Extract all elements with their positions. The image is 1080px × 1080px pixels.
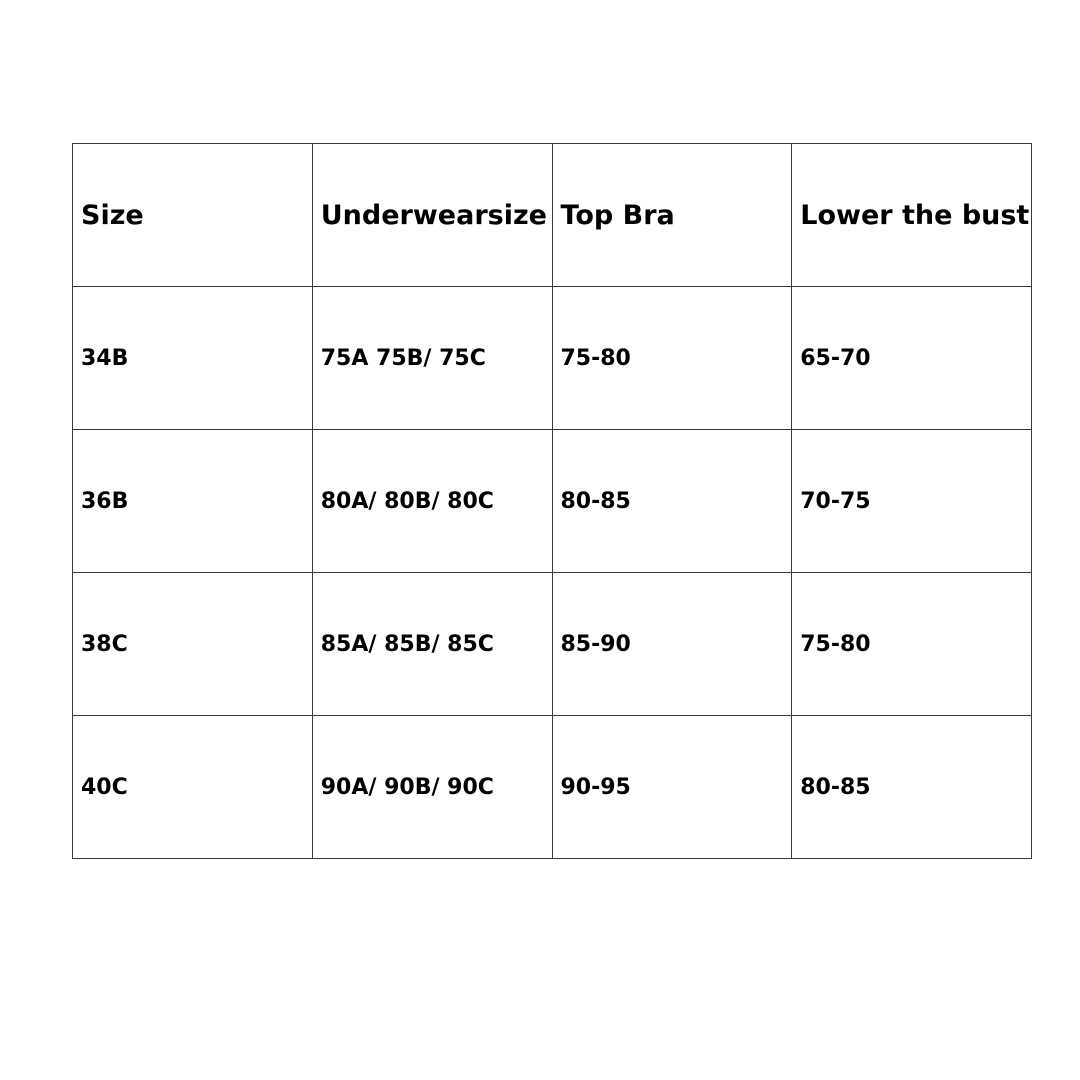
cell-top-bra: 80-85 [552,430,792,573]
table-header-row [73,144,1032,287]
cell-underwear-size: 75A 75B/ 75C [312,287,552,430]
header-top-bra: Top Bra [552,144,792,287]
cell-underwear-size: 80A/ 80B/ 80C [312,430,552,573]
table-row [73,716,1032,859]
size-chart-table [72,143,1032,859]
cell-top-bra: 90-95 [552,716,792,859]
cell-lower-bust: 70-75 [792,430,1032,573]
header-underwear-size: Underwearsize [312,144,552,287]
cell-size: 34B [73,287,313,430]
cell-size: 38C [73,573,313,716]
cell-size: 40C [73,716,313,859]
table-row [73,573,1032,716]
table-row [73,287,1032,430]
cell-underwear-size: 85A/ 85B/ 85C [312,573,552,716]
header-size: Size [73,144,313,287]
table-row [73,430,1032,573]
cell-top-bra: 85-90 [552,573,792,716]
cell-size: 36B [73,430,313,573]
cell-lower-bust: 80-85 [792,716,1032,859]
cell-lower-bust: 75-80 [792,573,1032,716]
header-lower-bust: Lower the bust [792,144,1032,287]
cell-lower-bust: 65-70 [792,287,1032,430]
cell-top-bra: 75-80 [552,287,792,430]
cell-underwear-size: 90A/ 90B/ 90C [312,716,552,859]
